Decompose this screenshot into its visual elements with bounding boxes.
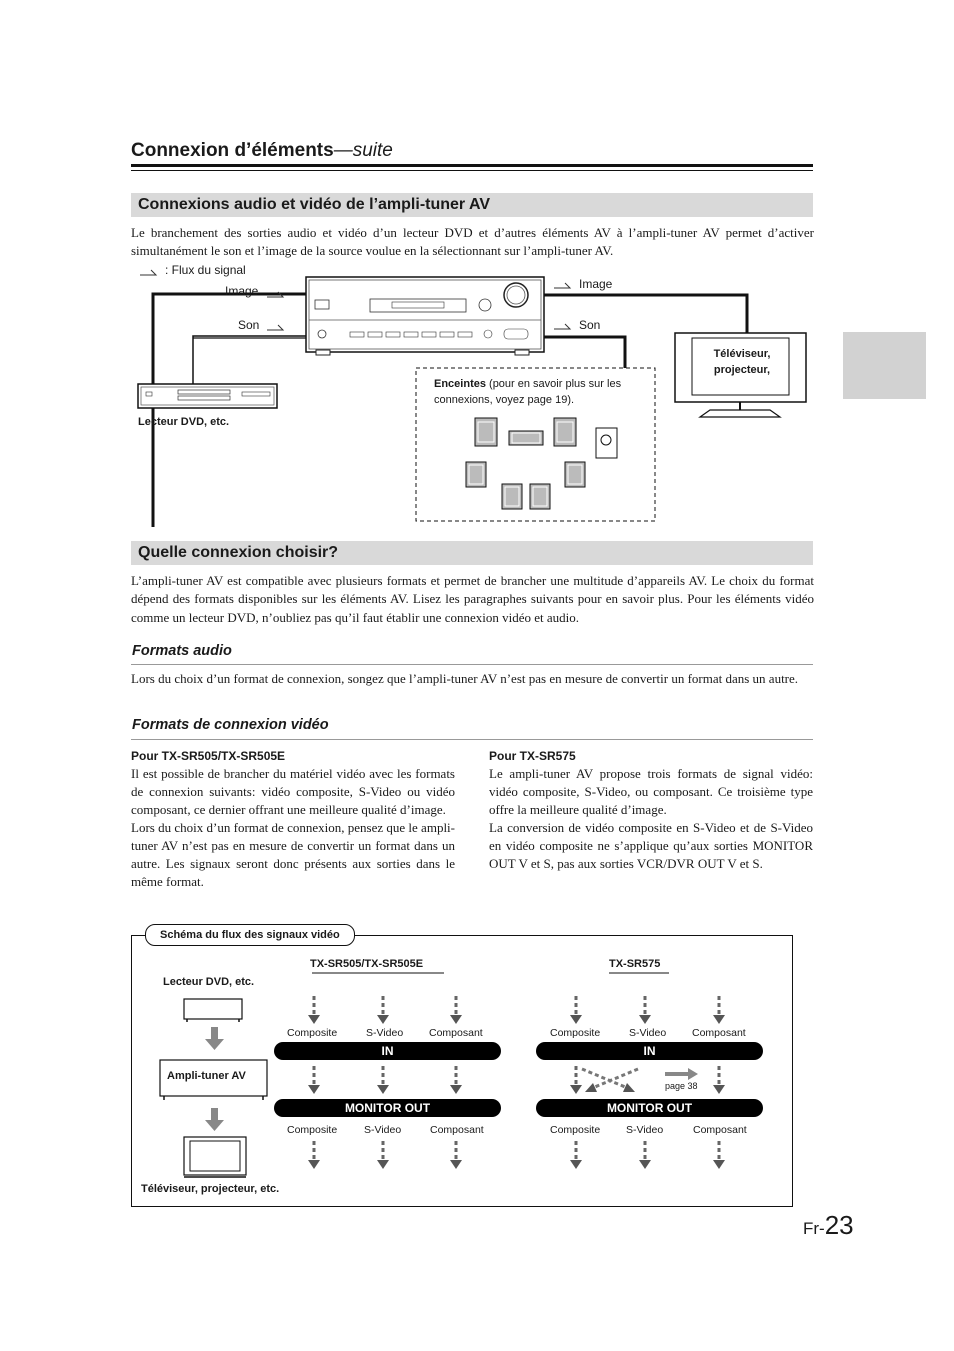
title-rule [131,164,813,167]
label-svideo-b1: S-Video [629,1027,667,1039]
left-col-title: Pour TX-SR505/TX-SR505E [131,749,286,763]
section-heading-av: Connexions audio et vidéo de l’ampli-tuner AV [131,193,813,217]
audio-formats-body: Lors du choix d’un format de connexion, songez que l’ampli-tuner AV n’est pas en mesure de convertir un format dans un autre. [131,671,799,686]
section-choice-body: L’ampli-tuner AV est compatible avec plusieurs formats et permet de brancher une multitude d’appareils AV. Le choix du format dépend des formats disponibles sur les éléments AV. Lisez les paragraphes suivants pour en savoir plus. Pour les éléments vidéo comme un lecteur DVD, n’oubliez pas qu’il faut établir une connexion vidéo et audio. [131,573,814,625]
video-col-left [131,747,455,891]
label-composite-a2: Composite [287,1124,338,1136]
video-formats-rule [131,739,813,740]
flow-dvd-label: Lecteur DVD, etc. [163,976,255,988]
right-col-p1: Le ampli-tuner AV propose trois formats de signal vidéo: vidéo composite, S-Video, ou composant. Ce troisième type offre la meilleure qualité d’image. [489,766,813,817]
label-svideo-b2: S-Video [626,1124,664,1136]
audio-formats-heading: Formats audio [132,643,232,659]
page-title: Connexion d’éléments—suite [131,140,393,161]
flow-diagram-tab: Schéma du flux des signaux vidéo [145,924,355,946]
monitor-out-bar-b: MONITOR OUT [536,1099,763,1117]
title-rule-thin [131,170,813,171]
right-col-title: Pour TX-SR575 [489,749,576,763]
son-label-left: Son [238,318,260,332]
flow-amp-label: Ampli-tuner AV [167,1070,246,1082]
model-b-label: TX-SR575 [609,958,661,970]
right-col-p2: La conversion de vidéo composite en S-Video et de S-Video en vidéo composite ne s’applique qu’aux sorties MONITOR OUT V et S, pas aux sorties VCR/DVR OUT V et S. [489,820,813,871]
section-heading-choice: Quelle connexion choisir? [131,541,813,565]
label-svideo-a1: S-Video [366,1027,404,1039]
speakers-label: Enceintes (pour en savoir plus sur les connexions, voyez page 19). [434,378,622,406]
audio-formats-rule [131,664,813,665]
video-formats-heading: Formats de connexion vidéo [132,717,329,733]
left-col-p1: Il est possible de brancher du matériel vidéo avec les formats de connexion suivants: vidéo composite, S-Video ou vidéo composant, ce dernier offrant une meilleure qualité d’image. [131,766,455,817]
label-composant-b1: Composant [692,1027,746,1039]
image-label-right: Image [579,277,613,291]
label-composite-b2: Composite [550,1124,601,1136]
label-svideo-a2: S-Video [364,1124,402,1136]
page-number: Fr-23 [803,1210,854,1240]
label-composant-a2: Composant [430,1124,484,1136]
in-bar-a: IN [274,1042,501,1060]
son-label-right: Son [579,318,601,332]
video-col-right [489,747,813,873]
tv-label: Téléviseur, projecteur, [713,348,771,376]
page-ref-label: page 38 [665,1081,698,1091]
label-composite-b1: Composite [550,1027,601,1039]
label-composant-a1: Composant [429,1027,483,1039]
label-composant-b2: Composant [693,1124,747,1136]
left-col-p2: Lors du choix d’un format de connexion, pensez que le ampli-tuner AV n’est pas en mesure de convertir un format dans un autre. Les signaux seront donc présents aux sorties dans le même format. [131,820,455,889]
monitor-out-bar-a: MONITOR OUT [274,1099,501,1117]
section-av-body: Le branchement des sorties audio et vidéo d’un lecteur DVD et d’autres éléments AV à l’ampli-tuner AV permet d’activer simultanément le son et l’image de la source voulue en la sélectionnant sur l’ampli-tuner AV. [131,225,814,259]
image-label-left: Image [225,284,259,298]
in-bar-b: IN [536,1042,763,1060]
flow-tv-label: Téléviseur, projecteur, etc. [141,1183,280,1195]
section-tab [843,332,926,399]
legend-label: : Flux du signal [165,263,246,277]
model-a-label: TX-SR505/TX-SR505E [310,958,424,970]
label-composite-a1: Composite [287,1027,338,1039]
dvd-label: Lecteur DVD, etc. [138,416,230,428]
